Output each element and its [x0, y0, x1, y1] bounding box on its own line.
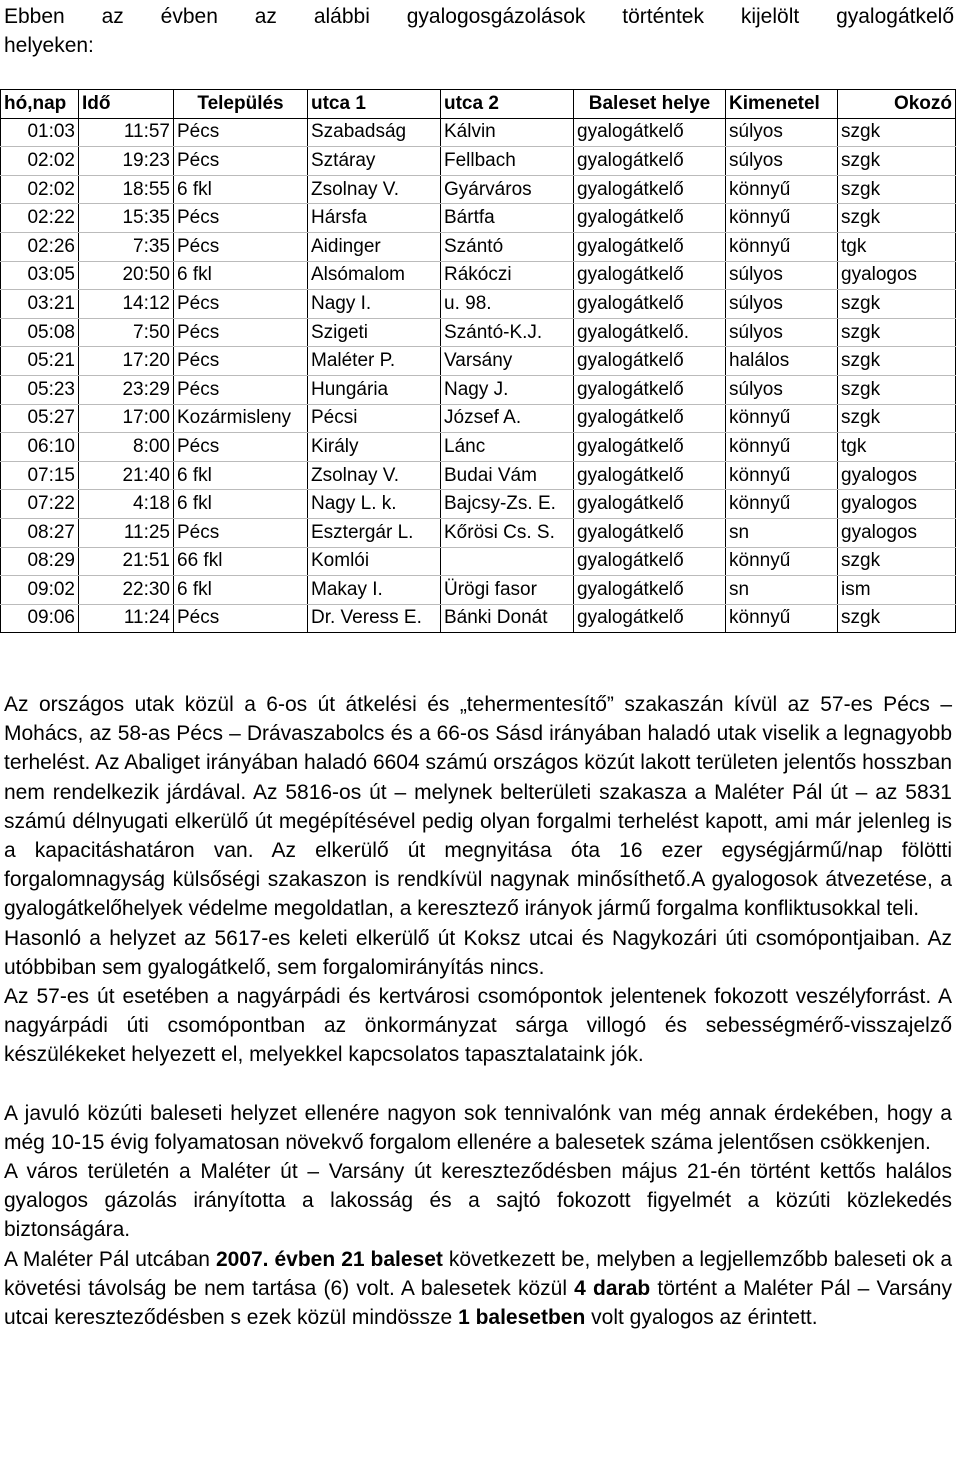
intro-line-1: Ebben az évben az alábbi gyalogosgázolások történtek kijelölt gyalogátkelő: [4, 5, 954, 28]
header-settlement: Település: [174, 90, 308, 119]
cell-accident-place: gyalogátkelő: [574, 175, 726, 204]
cell-outcome: könnyű: [726, 232, 838, 261]
header-time: Idő: [79, 90, 174, 119]
cell-month-day: 02:02: [1, 147, 79, 176]
header-month-day: hó,nap: [1, 90, 79, 119]
bold-span: 4 darab: [574, 1276, 651, 1300]
bold-span: 1 balesetben: [458, 1306, 586, 1330]
cell-time: 11:24: [79, 604, 174, 633]
bold-span: évben 21 baleset: [274, 1247, 443, 1271]
cell-accident-place: gyalogátkelő: [574, 404, 726, 433]
cell-outcome: sn: [726, 518, 838, 547]
cell-street-2: Kőrösi Cs. S.: [441, 518, 574, 547]
cell-street-1: Dr. Veress E.: [308, 604, 441, 633]
cell-settlement: 6 fkl: [174, 461, 308, 490]
cell-month-day: 05:27: [1, 404, 79, 433]
cell-cause: tgk: [838, 232, 956, 261]
text-span: A Maléter Pál utcában: [4, 1247, 216, 1271]
cell-time: 17:20: [79, 347, 174, 376]
cell-accident-place: gyalogátkelő: [574, 576, 726, 605]
cell-month-day: 09:06: [1, 604, 79, 633]
cell-settlement: Pécs: [174, 433, 308, 462]
cell-outcome: könnyű: [726, 204, 838, 233]
cell-outcome: sn: [726, 576, 838, 605]
paragraph: Az országos utak közül a 6-os út átkelési és „tehermentesítő” szakaszán kívül az 57-es Pécs – Mohács, az 58-as Pécs – Drávaszabolcs és a 66-os Sásd irányában haladó utak viselik a legnagyobb terhelést. Az Abaliget irányában haladó 6604 számú országos közút lakott területen jelentős hosszban nem rendelkezik járdával. Az 5816-os út – melynek belterületi szakasza a Maléter Pál út – az 5831 számú délnyugati elkerülő út megépítésével pedig olyan forgalmi terhelést kapott, ami már jelenleg is a kapacitáshatáron van. Az elkerülő út megnyitása óta 16 ezer egységjármű/nap fölötti forgalomnagyság külsőségi szakaszon is rendkívül nagynak minősíthető.A gyalogosok átvezetése, a gyalogátkelőhelyek védelme megoldatlan, a keresztező irányok jármű forgalma konfliktusokkal teli.: [4, 693, 952, 921]
cell-accident-place: gyalogátkelő: [574, 290, 726, 319]
cell-accident-place: gyalogátkelő: [574, 261, 726, 290]
header-accident-place: Baleset helye: [574, 90, 726, 119]
cell-cause: szgk: [838, 204, 956, 233]
header-cause: Okozó: [838, 90, 956, 119]
cell-outcome: könnyű: [726, 404, 838, 433]
cell-settlement: Pécs: [174, 375, 308, 404]
cell-street-2: Ürögi fasor: [441, 576, 574, 605]
cell-settlement: Pécs: [174, 290, 308, 319]
cell-street-1: Zsolnay V.: [308, 461, 441, 490]
cell-settlement: 6 fkl: [174, 576, 308, 605]
cell-cause: szgk: [838, 347, 956, 376]
table-row: [1, 518, 956, 547]
cell-time: 21:40: [79, 461, 174, 490]
cell-street-1: Esztergár L.: [308, 518, 441, 547]
cell-time: 22:30: [79, 576, 174, 605]
table-row: [1, 375, 956, 404]
cell-cause: szgk: [838, 147, 956, 176]
cell-outcome: súlyos: [726, 375, 838, 404]
cell-cause: szgk: [838, 175, 956, 204]
cell-cause: ism: [838, 576, 956, 605]
cell-cause: gyalogos: [838, 461, 956, 490]
table-header-row: [1, 90, 956, 119]
cell-street-1: Király: [308, 433, 441, 462]
cell-settlement: Pécs: [174, 204, 308, 233]
cell-outcome: súlyos: [726, 118, 838, 147]
cell-month-day: 03:05: [1, 261, 79, 290]
cell-settlement: 6 fkl: [174, 261, 308, 290]
cell-time: 21:51: [79, 547, 174, 576]
table-row: [1, 461, 956, 490]
table-row: [1, 604, 956, 633]
cell-outcome: súlyos: [726, 147, 838, 176]
cell-time: 4:18: [79, 490, 174, 519]
cell-month-day: 05:08: [1, 318, 79, 347]
cell-street-2: Bánki Donát: [441, 604, 574, 633]
cell-street-2: Bártfa: [441, 204, 574, 233]
cell-time: 7:35: [79, 232, 174, 261]
table-row: [1, 290, 956, 319]
intro-line-2: helyeken:: [4, 34, 94, 57]
cell-accident-place: gyalogátkelő.: [574, 318, 726, 347]
cell-time: 11:25: [79, 518, 174, 547]
cell-time: 11:57: [79, 118, 174, 147]
cell-settlement: 66 fkl: [174, 547, 308, 576]
body-text: [4, 690, 952, 1332]
table-row: [1, 118, 956, 147]
cell-outcome: könnyű: [726, 547, 838, 576]
cell-settlement: Pécs: [174, 147, 308, 176]
cell-cause: szgk: [838, 318, 956, 347]
table-row: [1, 490, 956, 519]
cell-time: 23:29: [79, 375, 174, 404]
cell-street-2: u. 98.: [441, 290, 574, 319]
cell-street-2: Varsány: [441, 347, 574, 376]
cell-month-day: 09:02: [1, 576, 79, 605]
cell-settlement: Pécs: [174, 232, 308, 261]
cell-month-day: 01:03: [1, 118, 79, 147]
cell-settlement: Kozármisleny: [174, 404, 308, 433]
cell-street-1: Komlói: [308, 547, 441, 576]
cell-street-2: Szántó-K.J.: [441, 318, 574, 347]
cell-time: 18:55: [79, 175, 174, 204]
cell-month-day: 02:26: [1, 232, 79, 261]
cell-street-1: Nagy L. k.: [308, 490, 441, 519]
table-row: [1, 232, 956, 261]
cell-outcome: halálos: [726, 347, 838, 376]
paragraph: A javuló közúti baleseti helyzet ellenére nagyon sok tennivalónk van még annak érdekében, hogy a még 10-15 évig folyamatosan növekvő forgalom ellenére a balesetek száma jelentősen csökkenjen.: [4, 1101, 952, 1154]
cell-street-1: Zsolnay V.: [308, 175, 441, 204]
cell-settlement: Pécs: [174, 318, 308, 347]
cell-accident-place: gyalogátkelő: [574, 604, 726, 633]
cell-outcome: könnyű: [726, 461, 838, 490]
cell-settlement: Pécs: [174, 604, 308, 633]
text-span: következett be, melyben a legjellemzőbb baleseti ok a követési távolság be nem tartása (6) volt. A balesetek közül: [4, 1247, 952, 1300]
cell-time: 7:50: [79, 318, 174, 347]
cell-settlement: Pécs: [174, 518, 308, 547]
table-row: [1, 547, 956, 576]
cell-accident-place: gyalogátkelő: [574, 118, 726, 147]
cell-month-day: 07:15: [1, 461, 79, 490]
cell-month-day: 08:29: [1, 547, 79, 576]
cell-accident-place: gyalogátkelő: [574, 375, 726, 404]
cell-street-1: Szigeti: [308, 318, 441, 347]
cell-street-2: Kálvin: [441, 118, 574, 147]
cell-cause: szgk: [838, 547, 956, 576]
cell-outcome: súlyos: [726, 261, 838, 290]
cell-cause: tgk: [838, 433, 956, 462]
cell-outcome: könnyű: [726, 175, 838, 204]
cell-settlement: 6 fkl: [174, 175, 308, 204]
cell-cause: gyalogos: [838, 490, 956, 519]
cell-settlement: Pécs: [174, 118, 308, 147]
paragraph: Hasonló a helyzet az 5617-es keleti elkerülő út Koksz utcai és Nagykozári úti csomópontjaiban. Az utóbbiban sem gyalogátkelő, sem forgalomirányítás nincs.: [4, 926, 952, 979]
paragraph: A város területén a Maléter út – Varsány út kereszteződésben május 21-én történt kettős halálos gyalogos gázolás irányította a lakosság és a sajtó fokozott figyelmét a közúti közlekedés biztonságára.: [4, 1160, 952, 1242]
header-outcome: Kimenetel: [726, 90, 838, 119]
cell-outcome: súlyos: [726, 290, 838, 319]
cell-street-1: Hungária: [308, 375, 441, 404]
cell-street-1: Makay I.: [308, 576, 441, 605]
cell-outcome: könnyű: [726, 433, 838, 462]
text-span: történt a Maléter Pál – Varsány utcai kereszteződésben s ezek közül mindössze: [4, 1276, 952, 1330]
cell-time: 8:00: [79, 433, 174, 462]
cell-accident-place: gyalogátkelő: [574, 232, 726, 261]
cell-cause: gyalogos: [838, 518, 956, 547]
table-row: [1, 433, 956, 462]
cell-month-day: 05:21: [1, 347, 79, 376]
table-row: [1, 576, 956, 605]
cell-accident-place: gyalogátkelő: [574, 433, 726, 462]
cell-outcome: könnyű: [726, 604, 838, 633]
cell-time: 14:12: [79, 290, 174, 319]
cell-street-2: Bajcsy-Zs. E.: [441, 490, 574, 519]
cell-street-2: József A.: [441, 404, 574, 433]
table-row: [1, 318, 956, 347]
cell-street-2: [441, 547, 574, 576]
cell-street-2: Lánc: [441, 433, 574, 462]
cell-cause: szgk: [838, 290, 956, 319]
cell-accident-place: gyalogátkelő: [574, 347, 726, 376]
cell-month-day: 03:21: [1, 290, 79, 319]
cell-time: 17:00: [79, 404, 174, 433]
cell-month-day: 05:23: [1, 375, 79, 404]
cell-cause: gyalogos: [838, 261, 956, 290]
cell-month-day: 02:02: [1, 175, 79, 204]
cell-time: 15:35: [79, 204, 174, 233]
cell-month-day: 06:10: [1, 433, 79, 462]
table-row: [1, 404, 956, 433]
cell-street-1: Maléter P.: [308, 347, 441, 376]
cell-settlement: 6 fkl: [174, 490, 308, 519]
table-row: [1, 147, 956, 176]
cell-street-1: Szabadság: [308, 118, 441, 147]
cell-accident-place: gyalogátkelő: [574, 147, 726, 176]
cell-cause: szgk: [838, 375, 956, 404]
cell-month-day: 08:27: [1, 518, 79, 547]
cell-street-1: Pécsi: [308, 404, 441, 433]
text-span: volt gyalogos az érintett.: [585, 1306, 818, 1330]
table-row: [1, 175, 956, 204]
cell-street-1: Alsómalom: [308, 261, 441, 290]
cell-outcome: súlyos: [726, 318, 838, 347]
cell-accident-place: gyalogátkelő: [574, 490, 726, 519]
cell-street-2: Budai Vám: [441, 461, 574, 490]
cell-time: 19:23: [79, 147, 174, 176]
header-street-1: utca 1: [308, 90, 441, 119]
cell-street-2: Nagy J.: [441, 375, 574, 404]
bold-span: 2007.: [215, 1247, 269, 1271]
cell-month-day: 07:22: [1, 490, 79, 519]
cell-street-2: Rákóczi: [441, 261, 574, 290]
cell-street-2: Fellbach: [441, 147, 574, 176]
cell-month-day: 02:22: [1, 204, 79, 233]
cell-time: 20:50: [79, 261, 174, 290]
header-street-2: utca 2: [441, 90, 574, 119]
cell-accident-place: gyalogátkelő: [574, 461, 726, 490]
cell-settlement: Pécs: [174, 347, 308, 376]
table-row: [1, 261, 956, 290]
cell-cause: szgk: [838, 604, 956, 633]
cell-accident-place: gyalogátkelő: [574, 204, 726, 233]
cell-street-2: Gyárváros: [441, 175, 574, 204]
cell-cause: szgk: [838, 118, 956, 147]
table-row: [1, 347, 956, 376]
cell-street-1: Sztáray: [308, 147, 441, 176]
cell-cause: szgk: [838, 404, 956, 433]
paragraph: Az 57-es út esetében a nagyárpádi és kertvárosi csomópontok jelentenek fokozott veszélyforrást. A nagyárpádi úti csomópontban az önkormányzat sárga villogó és sebességmérő-visszajelző készülékeket helyezett el, melyekkel kapcsolatos tapasztalataink jók.: [4, 985, 952, 1067]
cell-street-1: Aidinger: [308, 232, 441, 261]
paragraph-last: [4, 1245, 952, 1333]
cell-outcome: könnyű: [726, 490, 838, 519]
table-row: [1, 204, 956, 233]
cell-accident-place: gyalogátkelő: [574, 518, 726, 547]
cell-street-1: Nagy I.: [308, 290, 441, 319]
cell-accident-place: gyalogátkelő: [574, 547, 726, 576]
accident-table: [0, 89, 956, 633]
cell-street-2: Szántó: [441, 232, 574, 261]
cell-street-1: Hársfa: [308, 204, 441, 233]
